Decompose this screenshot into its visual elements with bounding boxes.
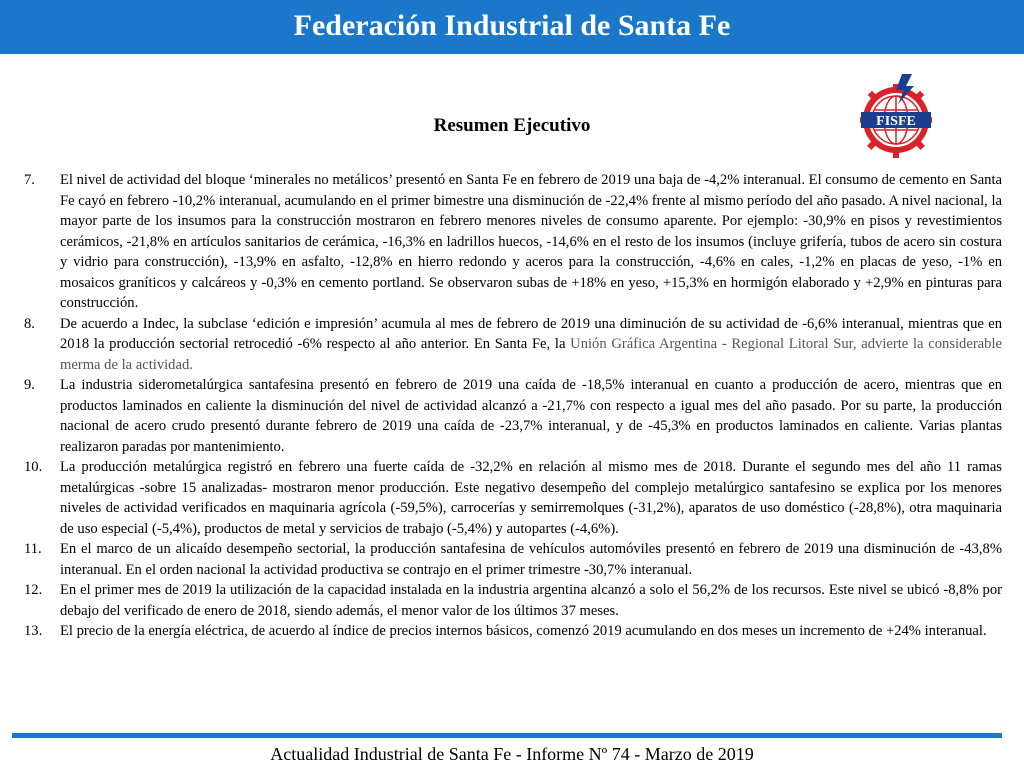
item-text-grey: Unión Gráfica Argentina - Regional Litoral Sur, advierte la considerable merma de la actividad. [60, 336, 1002, 373]
list-item [24, 621, 1002, 642]
item-text-main: De acuerdo a Indec, la subclase ‘edición e impresión’ acumula al mes de febrero de 2019 una diminución de su actividad de -6,6% interanual, mientras que en 2018 la producción sectorial retrocedió -6% respecto al año anterior. En Santa Fe, la [60, 315, 1002, 352]
section-heading: Resumen Ejecutivo [433, 115, 591, 136]
item-number: 9. [24, 377, 35, 393]
item-number: 12. [24, 582, 43, 598]
list-item [24, 170, 1002, 314]
list-item [24, 314, 1002, 376]
item-text: El nivel de actividad del bloque ‘minerales no metálicos’ presentó en Santa Fe en febrero de 2019 una baja de -4,2% interanual. El consumo de cemento en Santa Fe cayó en febrero -10,2% interanual, acumulando en el primer bimestre una disminución de -22,4% frente al mismo período del año pasado. A nivel nacional, la mayor parte de los insumos para la construcción mostraron en febrero menores niveles de consumo aparente. Por ejemplo: -30,9% en pisos y revestimientos cerámicos, -21,8% en artículos sanitarios de cerámica, -16,3% en ladrillos huecos, -14,6% en el resto de los insumos (incluye grifería, tubos de acero sin costura y vidrio para construcción), -13,9% en asfalto, -12,8% en hierro redondo y aceros para la construcción, -4,6% en cales, -1,2% en placas de yeso, -1% en mosaicos graníticos y calcáreos y -0,3% en cemento portland. Se observaron subas de +18% en yeso, +15,3% en hormigón elaborado y +2,9% en pinturas para construcción. [60, 172, 1002, 311]
footer-divider [12, 733, 1002, 738]
summary-list [24, 170, 1002, 642]
list-item [24, 375, 1002, 457]
item-number: 13. [24, 623, 43, 639]
item-text: La producción metalúrgica registró en febrero una fuerte caída de -32,2% en relación al mismo mes de 2018. Durante el segundo mes del año 11 ramas metalúrgicas -sobre 15 analizadas- mostraron menor producción. Este negativo desempeño del complejo metalúrgico santafesino se explica por los menores niveles de actividad verificados en maquinaria agrícola (-59,5%), carrocerías y semirremolques (-31,2%), aparatos de uso doméstico (-28,8%), otra maquinaria de uso especial (-5,4%), productos de metal y servicios de trabajo (-5,4%) y autopartes (-4,6%). [60, 459, 1002, 537]
footer-text: Actualidad Industrial de Santa Fe - Informe Nº 74 - Marzo de 2019 [270, 744, 754, 764]
list-item [24, 457, 1002, 539]
item-text: El precio de la energía eléctrica, de acuerdo al índice de precios internos básicos, comenzó 2019 acumulando en dos meses un incremento de +24% interanual. [60, 623, 987, 639]
logo-text: FISFE [876, 114, 916, 129]
list-item [24, 580, 1002, 621]
page-title: Federación Industrial de Santa Fe [293, 9, 731, 42]
item-number: 10. [24, 459, 43, 475]
item-number: 11. [24, 541, 42, 557]
item-text: En el primer mes de 2019 la utilización de la capacidad instalada en la industria argentina alcanzó a solo el 56,2% de los recursos. Este nivel se ubicó -8,8% por debajo del verificado de enero de 2018, siendo además, el menor valor de los últimos 37 meses. [60, 582, 1002, 619]
item-text: La industria siderometalúrgica santafesina presentó en febrero de 2019 una caída de -18,5% interanual en cuanto a producción de acero, mientras que en productos laminados en caliente la disminución del nivel de actividad alcanzó a -21,7% con respecto a igual mes del año pasado. Por su parte, la producción nacional de acero crudo presentó durante febrero de 2019 una caída de -23,7% interanual, y de -45,3% en productos laminados en caliente. Varias plantas realizaron paradas por mantenimiento. [60, 377, 1002, 455]
item-number: 8. [24, 315, 35, 332]
item-text [60, 314, 1002, 376]
item-text: En el marco de un alicaído desempeño sectorial, la producción santafesina de vehículos automóviles presentó en febrero de 2019 una disminución de -43,8% interanual. En el orden nacional la actividad productiva se contrajo en el primer trimestre -30,7% interanual. [60, 541, 1002, 578]
item-number: 7. [24, 172, 35, 188]
list-item [24, 539, 1002, 580]
